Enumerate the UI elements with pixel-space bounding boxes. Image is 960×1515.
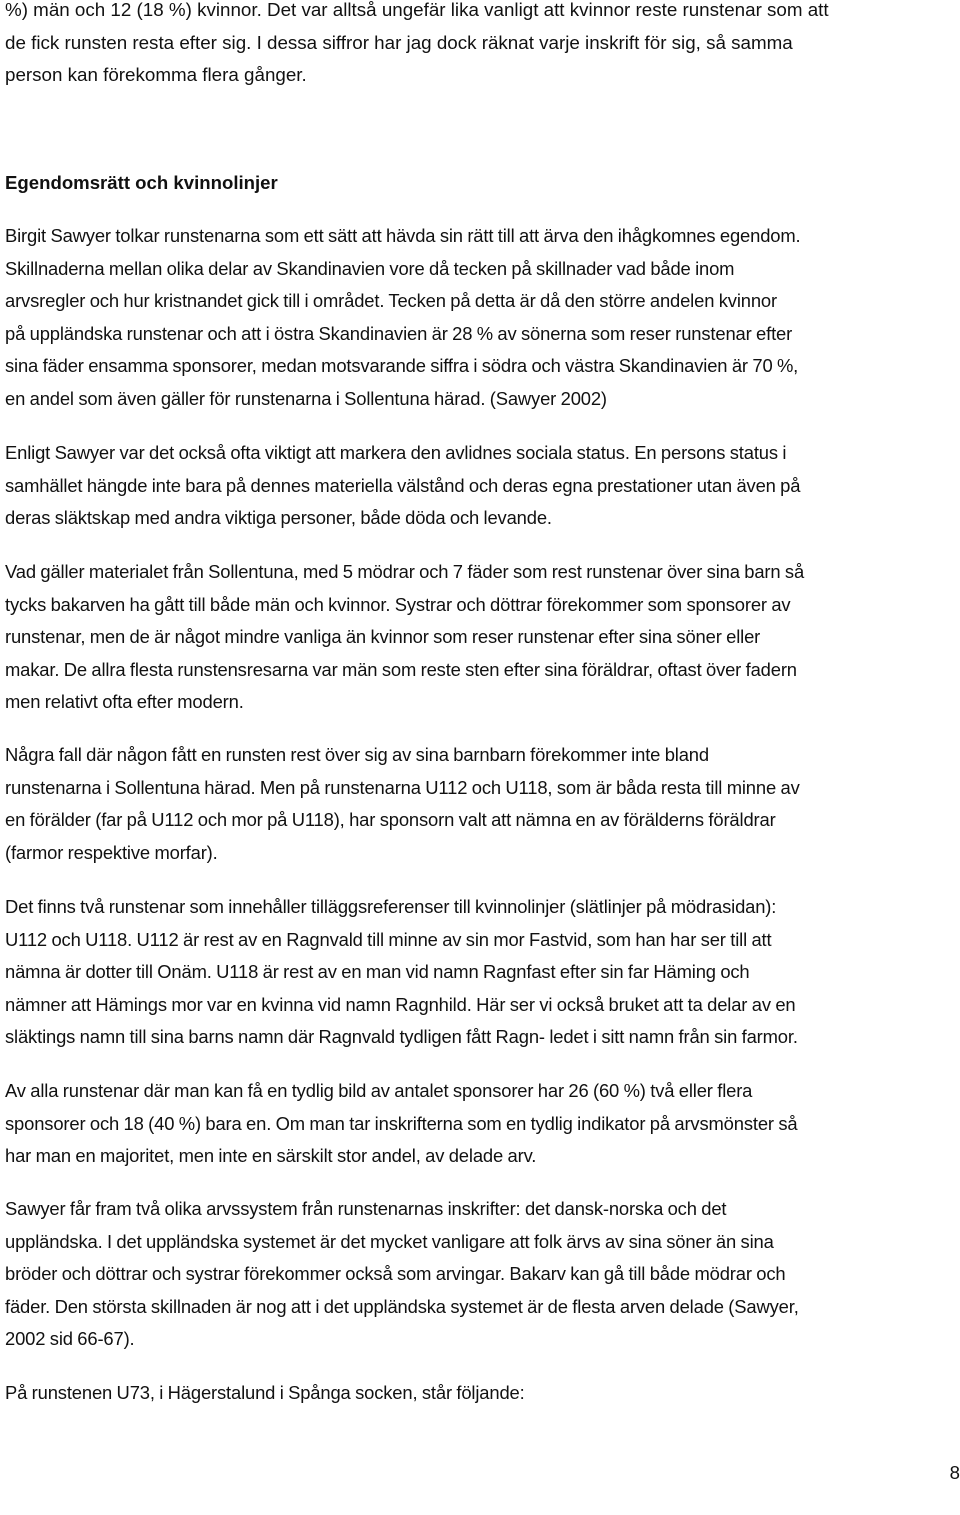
paragraph-2 [5, 437, 959, 535]
text-line: arvsregler och hur kristnandet gick till i området. Tecken på detta är då den större andelen kvinnor [5, 290, 777, 311]
section-heading: Egendomsrätt och kvinnolinjer [5, 172, 278, 193]
text-line: samhället hängde inte bara på dennes materiella välstånd och deras egna prestationer utan även på [5, 474, 801, 496]
text-line: Vad gäller materialet från Sollentuna, med 5 mödrar och 7 fäder som rest runstenar över sina barn så [5, 561, 805, 582]
text-line: sina fäder ensamma sponsorer, medan motsvarande siffra i södra och västra Skandinavien är 70 %, [5, 355, 799, 376]
text-line: U112 och U118. U112 är rest av en Ragnvald till minne av sin mor Fastvid, som han har ser till att [5, 928, 772, 950]
text-line: makar. De allra flesta runstensresarna var män som reste sten efter sina föräldrar, oftast över fadern [5, 658, 797, 680]
text-line: Skillnaderna mellan olika delar av Skandinavien vore då tecken på skillnader vad både inom [5, 257, 735, 279]
text-line: tycks bakarven ha gått till både män och kvinnor. Systrar och döttrar förekommer som sponsorer av [5, 593, 791, 615]
paragraph-8 [5, 1377, 959, 1410]
text-line: På runstenen U73, i Hägerstalund i Spånga socken, står följande: [5, 1382, 525, 1403]
text-line: Det finns två runstenar som innehåller tilläggsreferenser till kvinnolinjer (slätlinjer på mödrasidan): [5, 896, 777, 917]
text-line: fäder. Den största skillnaden är nog att i det uppländska systemet är de flesta arven delade (Sawyer, [5, 1295, 799, 1317]
text-line: uppländska. I det uppländska systemet är det mycket vanligare att folk ärvs av sina söner än sina [5, 1230, 774, 1252]
text-line: %) män och 12 (18 %) kvinnor. Det var alltså ungefär lika vanligt att kvinnor reste runstenar som att [5, 0, 829, 20]
text-line: sponsorer och 18 (40 %) bara en. Om man tar inskrifterna som en tydlig indikator på arvsmönster så [5, 1112, 798, 1134]
text-line: nämna är dotter till Onäm. U118 är rest av en man vid namn Ragnfast efter sin far Häming och [5, 961, 750, 982]
text-line: Några fall där någon fått en runsten rest över sig av sina barnbarn förekommer inte bland [5, 744, 709, 765]
intro-paragraph [5, 0, 959, 92]
text-line: släktings namn till sina barns namn där Ragnvald tydligen fått Ragn- ledet i sitt namn från sin farmor. [5, 1026, 798, 1047]
text-line: runstenar, men de är något mindre vanliga än kvinnor som reser runstenar efter sina söner eller [5, 626, 761, 647]
text-line: runstenarna i Sollentuna härad. Men på runstenarna U112 och U118, som är båda resta till minne av [5, 776, 800, 798]
text-line: (farmor respektive morfar). [5, 841, 218, 863]
text-line: bröder och döttrar och systrar förekommer också som arvingar. Bakarv kan gå till både mödrar och [5, 1263, 786, 1284]
paragraph-6 [5, 1075, 959, 1173]
text-line: person kan förekomma flera gånger. [5, 64, 307, 85]
text-line: Birgit Sawyer tolkar runstenarna som ett sätt att hävda sin rätt till att ärva den ihågkomnes egendom. [5, 225, 801, 246]
text-line: deras släktskap med andra viktiga personer, både döda och levande. [5, 507, 552, 528]
text-line: 2002 sid 66-67). [5, 1328, 135, 1349]
text-line: Sawyer får fram två olika arvssystem från runstenarnas inskrifter: det dansk-norska och det [5, 1198, 727, 1219]
text-line: har man en majoritet, men inte en särskilt stor andel, av delade arv. [5, 1145, 537, 1166]
paragraph-7 [5, 1193, 959, 1356]
text-line: en andel som även gäller för runstenarna i Sollentuna härad. (Sawyer 2002) [5, 387, 607, 409]
text-line: men relativt ofta efter modern. [5, 691, 244, 712]
text-line: en förälder (far på U112 och mor på U118), har sponsorn valt att nämna en av förälderns föräldrar [5, 809, 776, 830]
text-line: nämner att Hämings mor var en kvinna vid namn Ragnhild. Här ser vi också bruket att ta delar av en [5, 993, 796, 1015]
page-number: 8 [949, 1462, 960, 1483]
paragraph-3 [5, 556, 959, 719]
text-line: på uppländska runstenar och att i östra Skandinavien är 28 % av sönerna som reser runstenar efter [5, 322, 793, 344]
text-line: Av alla runstenar där man kan få en tydlig bild av antalet sponsorer har 26 (60 %) två eller flera [5, 1080, 753, 1101]
text-line: Enligt Sawyer var det också ofta viktigt att markera den avlidnes sociala status. En persons status i [5, 442, 787, 463]
paragraph-1 [5, 220, 959, 415]
paragraph-4 [5, 739, 959, 869]
text-line: de fick runsten resta efter sig. I dessa siffror har jag dock räknat varje inskrift för sig, så samma [5, 31, 793, 53]
paragraph-5 [5, 891, 959, 1054]
